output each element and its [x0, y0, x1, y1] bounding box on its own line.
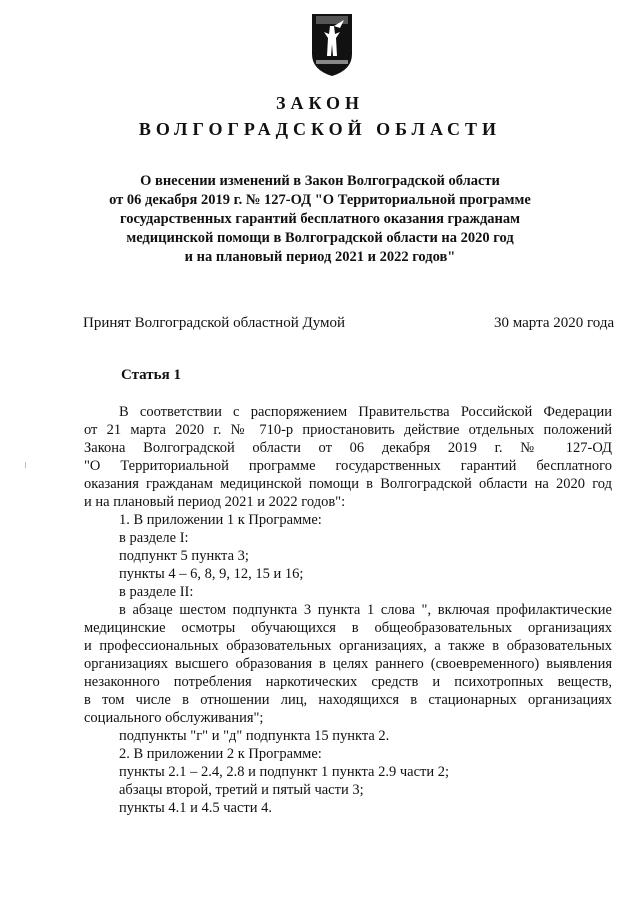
- article-line: 2. В приложении 2 к Программе:: [119, 746, 322, 762]
- coat-of-arms-icon: [310, 12, 354, 78]
- article-line: пункты 2.1 – 2.4, 2.8 и подпункт 1 пункта 2.9 части 2;: [119, 764, 450, 780]
- article-line: в абзаце шестом подпункта 3 пункта 1 слова ", включая профилактические: [119, 602, 612, 618]
- subtitle-line: медицинской помощи в Волгоградской области на 2020 год: [126, 230, 514, 246]
- law-title: ЗАКОН: [275, 93, 365, 113]
- adopted-by: Принят Волгоградской областной Думой: [83, 315, 346, 331]
- article-line: и на плановый период 2021 и 2022 годов":: [84, 494, 346, 510]
- subtitle-line: и на плановый период 2021 и 2022 годов": [184, 249, 456, 265]
- article-line: от 21 марта 2020 г. № 710-р приостановить действие отдельных положений: [84, 422, 612, 438]
- article-line: подпункт 5 пункта 3;: [119, 548, 249, 564]
- article-line: медицинские осмотры обучающихся в общеобразовательных организациях: [84, 620, 612, 636]
- article-line: "О Территориальной программе государственных гарантий бесплатного: [84, 458, 612, 474]
- article-line: и профессиональных образовательных организациях, а также в образовательных: [84, 638, 612, 654]
- article-line: незаконного потребления наркотических средств и психотропных веществ,: [84, 674, 612, 690]
- article-line: в разделе II:: [119, 584, 194, 600]
- subtitle-line: государственных гарантий бесплатного оказания гражданам: [119, 211, 521, 227]
- scan-artifact: [25, 462, 26, 468]
- article-line: пункты 4.1 и 4.5 части 4.: [119, 800, 272, 816]
- article-line: социального обслуживания";: [84, 710, 264, 726]
- article-title: Статья 1: [121, 367, 181, 383]
- article-line: оказания гражданам медицинской помощи в Волгоградской области на 2020 год: [84, 476, 612, 492]
- article-line: В соответствии с распоряжением Правительства Российской Федерации: [119, 404, 612, 420]
- article-line: в разделе I:: [119, 530, 189, 546]
- article-line: организациях высшего образования в целях раннего (своевременного) выявления: [84, 656, 612, 672]
- article-line: подпункты "г" и "д" подпункта 15 пункта 2.: [119, 728, 390, 744]
- subtitle-line: О внесении изменений в Закон Волгоградской области: [140, 173, 500, 189]
- law-subtitle: [0, 172, 640, 267]
- region-title: ВОЛГОГРАДСКОЙ ОБЛАСТИ: [138, 119, 502, 139]
- subtitle-line: от 06 декабря 2019 г. № 127-ОД "О Территориальной программе: [109, 192, 531, 208]
- adoption-date: 30 марта 2020 года: [494, 315, 615, 331]
- article-line: пункты 4 – 6, 8, 9, 12, 15 и 16;: [119, 566, 304, 582]
- article-line: в том числе в отношении лиц, находящихся в стационарных организациях: [84, 692, 612, 708]
- article-line: Закона Волгоградской области от 06 декабря 2019 г. № 127-ОД: [84, 440, 612, 456]
- article-line: 1. В приложении 1 к Программе:: [119, 512, 322, 528]
- article-line: абзацы второй, третий и пятый части 3;: [119, 782, 364, 798]
